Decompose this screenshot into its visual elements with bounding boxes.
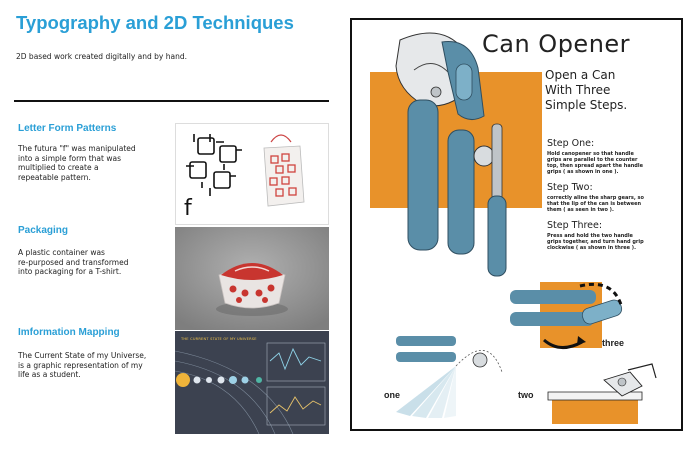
step-two-text <box>547 195 672 213</box>
step-one-title: Step One: <box>547 138 595 149</box>
pattern-panel <box>175 123 329 225</box>
section-body-packaging <box>18 248 158 277</box>
subtitle-line: With Three <box>545 83 611 97</box>
subtitle-line: Open a Can <box>545 68 616 82</box>
body-line: into a simple form that was <box>18 153 121 163</box>
section-body-letter-form <box>18 144 158 182</box>
section-body-information-mapping <box>18 351 158 380</box>
section-heading-information-mapping: Imformation Mapping <box>18 327 120 338</box>
page-title: Typography and 2D Techniques <box>16 12 294 33</box>
step-two-title: Step Two: <box>547 182 593 193</box>
divider <box>14 100 329 102</box>
body-line: repeatable pattern. <box>18 172 91 182</box>
label-two: two <box>518 390 534 400</box>
step-line: grips ( as shown in one ). <box>547 169 619 175</box>
poster-title: Can Opener <box>482 30 631 58</box>
step-three-title: Step Three: <box>547 220 603 231</box>
packaging-photo <box>175 227 329 330</box>
step-one-text <box>547 151 672 175</box>
universe-map-illustration <box>175 331 329 434</box>
body-line: The futura "f" was manipulated <box>18 144 136 153</box>
body-line: into packaging for a T-shirt. <box>18 267 122 276</box>
body-line: multiplied to create a <box>18 163 99 172</box>
body-line: A plastic container was <box>18 248 105 257</box>
label-three: three <box>602 338 625 348</box>
body-line: re-purposed and transformed <box>18 257 129 267</box>
step-line: top, then spread apart the handle <box>547 163 643 169</box>
map-title: THE CURRENT STATE OF MY UNIVERSE <box>181 337 257 341</box>
step-line: Hold canopener so that handle <box>547 151 634 157</box>
step-line: that the lip of the can is between <box>547 201 642 207</box>
can-opener-poster <box>350 18 683 431</box>
page-subtitle: 2D based work created digitally and by hand. <box>16 52 187 61</box>
shopping-bag-icon <box>264 135 304 206</box>
packaging-illustration <box>175 227 329 330</box>
pattern-illustration <box>176 124 329 225</box>
body-line: is a graphic representation of my <box>18 360 143 370</box>
section-heading-packaging: Packaging <box>18 225 69 236</box>
section-heading-letter-form: Letter Form Patterns <box>18 123 117 134</box>
step-line: them ( as seen in two ). <box>547 207 614 213</box>
step-line: grips together, and turn hand grip <box>547 239 644 245</box>
step-three-text <box>547 233 672 251</box>
poster-subtitle <box>545 68 665 113</box>
step-line: correctly aline the sharp gears, so <box>547 195 644 201</box>
step-line: grips are parallel to the counter <box>547 157 638 163</box>
information-map <box>175 331 329 434</box>
body-line: life as a student. <box>18 370 81 379</box>
subtitle-line: Simple Steps. <box>545 98 628 112</box>
pattern-letter: f <box>184 196 192 221</box>
label-one: one <box>384 390 401 400</box>
body-line: The Current State of my Universe, <box>18 351 147 360</box>
step-line: Press and hold the two handle <box>547 233 633 239</box>
step-line: clockwise ( as shown in three ). <box>547 245 636 251</box>
